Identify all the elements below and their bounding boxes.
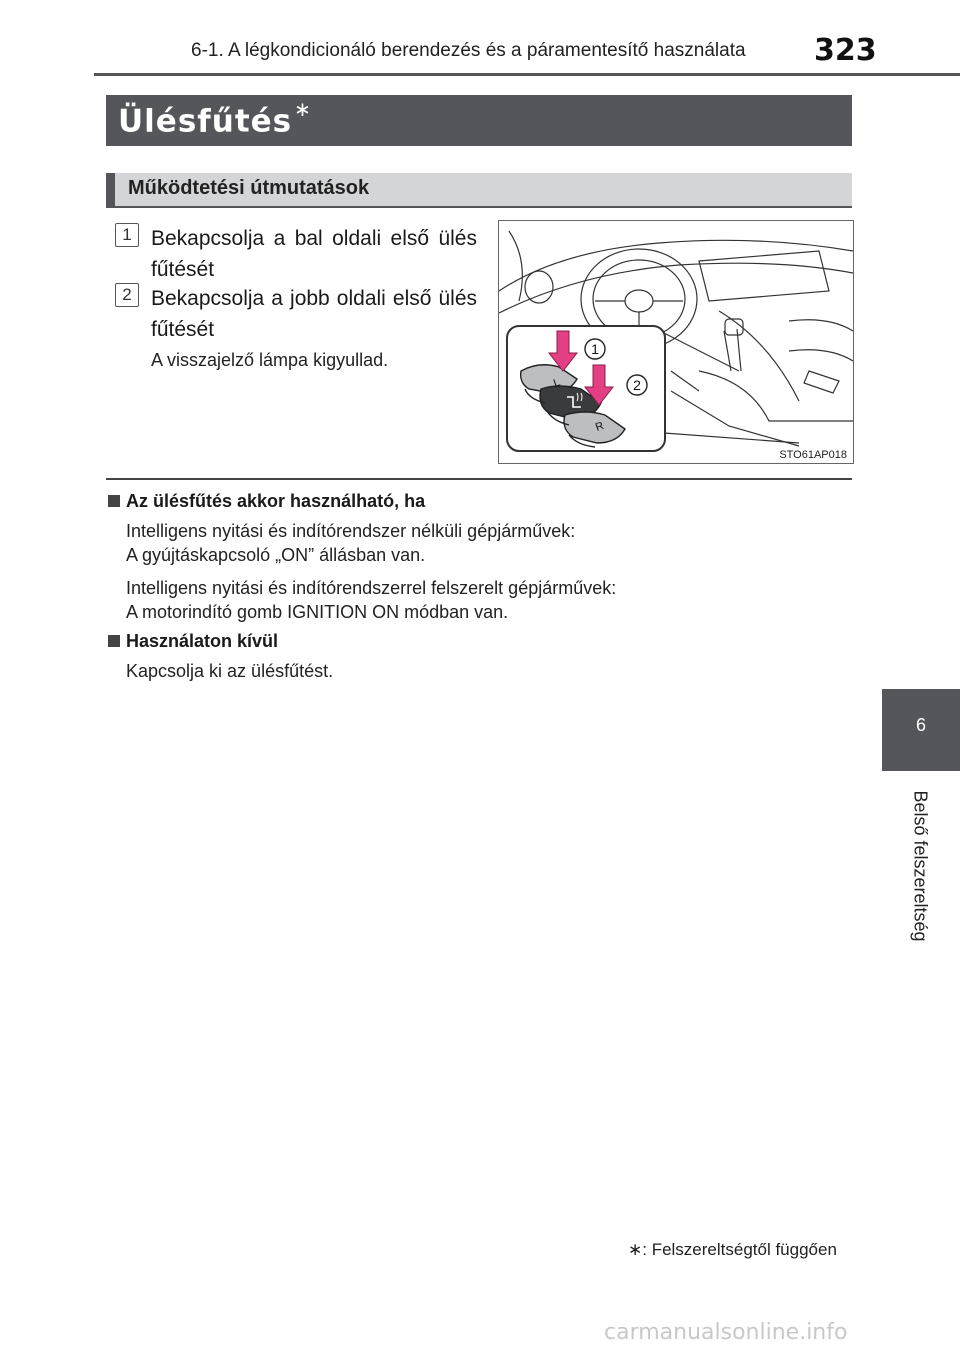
- info-item-1-para-3: Intelligens nyitási és indítórendszerrel felszerelt gépjárművek:: [126, 578, 617, 598]
- callout-2: 2: [633, 377, 641, 393]
- subsection-bar: [106, 173, 115, 206]
- watermark: carmanualsonline.info: [604, 1320, 848, 1345]
- main-title-banner: [106, 95, 852, 146]
- step-number-2: 2: [115, 283, 139, 307]
- subsection-title: Működtetési útmutatások: [128, 177, 370, 199]
- chapter-label: Belső felszereltség: [910, 790, 931, 942]
- chapter-number: 6: [915, 715, 926, 735]
- subsection-banner: [106, 173, 852, 208]
- main-title: [118, 97, 312, 140]
- section-header-title: 6-1. A légkondicionáló berendezés és a páramentesítő használata: [191, 40, 746, 61]
- step-note: A visszajelző lámpa kigyullad.: [151, 350, 389, 370]
- info-item-1-para-4: A motorindító gomb IGNITION ON módban van.: [126, 602, 509, 622]
- left-button-label: L: [551, 376, 562, 390]
- right-button-label: R: [593, 419, 606, 434]
- chapter-tab: [882, 689, 960, 771]
- info-item-1-para-1: Intelligens nyitási és indítórendszer nélküli gépjárművek:: [126, 521, 576, 541]
- page-number: 323: [814, 33, 877, 68]
- info-item-1-title: [108, 491, 425, 512]
- step-number-1: 1: [115, 223, 139, 247]
- info-item-1-para-2: A gyújtáskapcsoló „ON” állásban van.: [126, 545, 426, 565]
- footnote: ∗: Felszereltségtől függően: [628, 1240, 837, 1259]
- info-item-2-para-1: Kapcsolja ki az ülésfűtést.: [126, 661, 334, 681]
- square-bullet-icon: [108, 635, 120, 647]
- main-title-text: Ülésfűtés: [118, 103, 293, 140]
- optional-equipment-marker: ∗: [294, 97, 312, 121]
- square-bullet-icon: [108, 495, 120, 507]
- illustration-drawing: [499, 221, 853, 463]
- seat-heater-illustration: [498, 220, 854, 464]
- step-text-1: Bekapcsolja a bal oldali első ülés fűtését: [151, 227, 477, 281]
- info-item-2-title-text: Használaton kívül: [126, 631, 279, 651]
- figure-code: STO61AP018: [779, 449, 847, 461]
- callout-1: 1: [591, 341, 599, 357]
- section-divider: [106, 478, 852, 480]
- info-item-1-title-text: Az ülésfűtés akkor használható, ha: [126, 491, 426, 511]
- step-text-2: Bekapcsolja a jobb oldali első ülés fűtését: [151, 287, 477, 341]
- info-item-2-title: [108, 631, 278, 652]
- header-divider: [94, 73, 960, 76]
